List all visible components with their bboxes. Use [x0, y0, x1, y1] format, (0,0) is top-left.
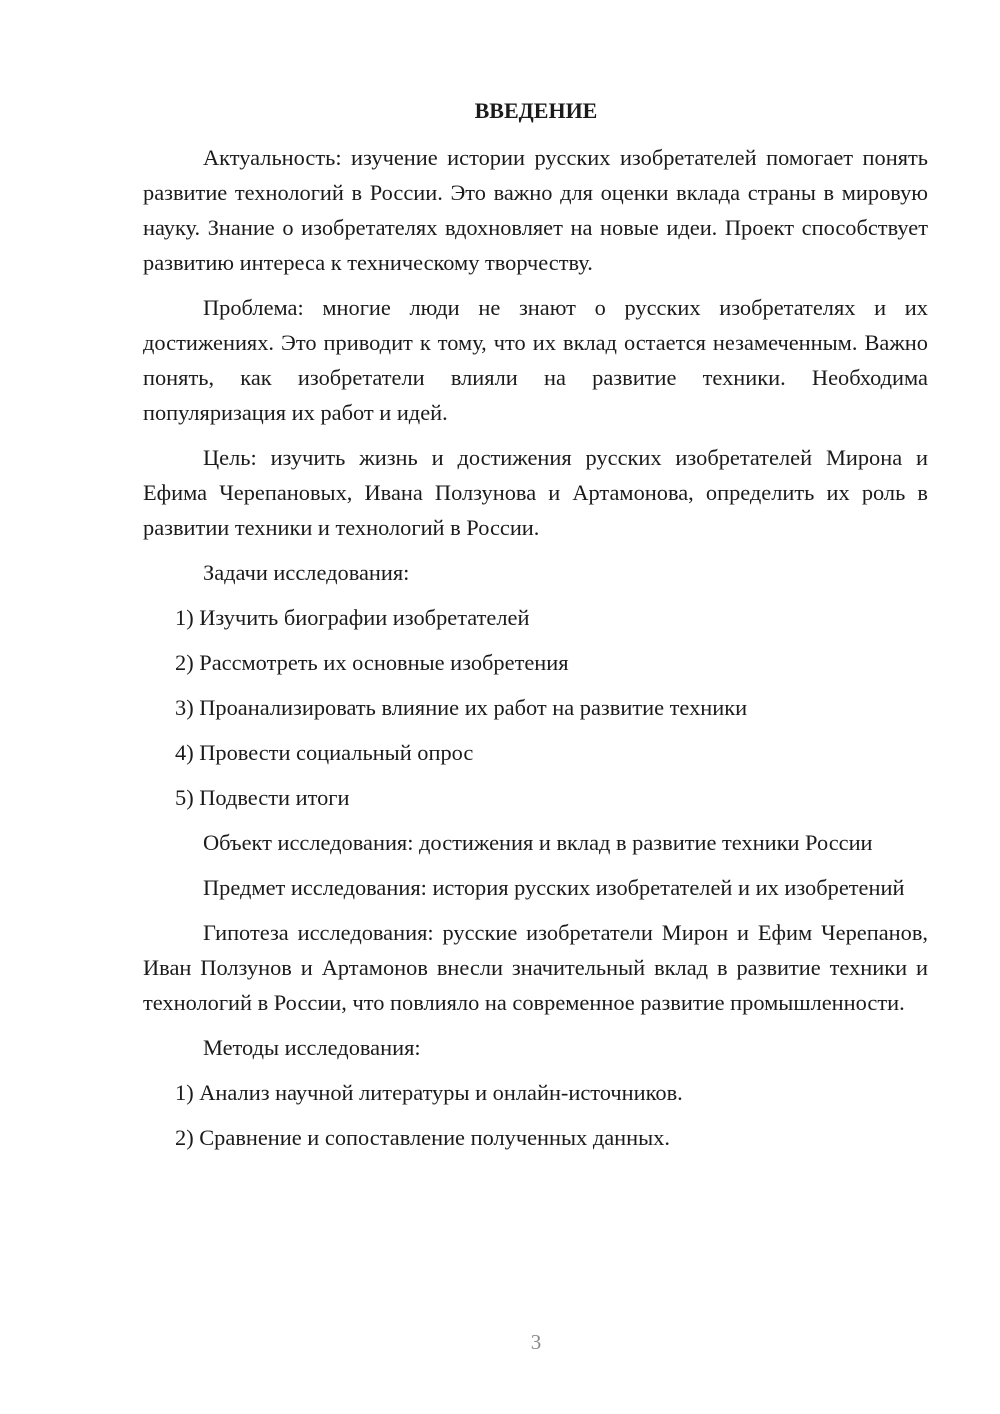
list-item: 1) Анализ научной литературы и онлайн-источников.	[175, 1080, 683, 1105]
subject-paragraph: Предмет исследования: история русских изобретателей и их изобретений	[203, 875, 905, 900]
list-item: 1) Изучить биографии изобретателей	[175, 605, 530, 630]
list-item: 2) Сравнение и сопоставление полученных данных.	[175, 1125, 670, 1150]
methods-heading: Методы исследования:	[203, 1035, 421, 1060]
list-item: 5) Подвести итоги	[175, 785, 350, 810]
page-number: 3	[530, 1330, 542, 1354]
page-title: ВВЕДЕНИЕ	[474, 98, 598, 123]
hypothesis-paragraph: Гипотеза исследования: русские изобретатели Мирон и Ефим Черепанов, Иван Ползунов и Артамонов внесли значительный вклад в развитие техники и технологий в России, что повлияло на современное развитие промышленности.	[143, 920, 928, 1015]
tasks-heading: Задачи исследования:	[203, 560, 410, 585]
methods-list	[143, 1075, 928, 1155]
object-paragraph: Объект исследования: достижения и вклад в развитие техники России	[203, 830, 873, 855]
goal-paragraph: Цель: изучить жизнь и достижения русских изобретателей Мирона и Ефима Черепановых, Ивана Ползунова и Артамонова, определить их роль в развитии техники и технологий в России.	[143, 445, 928, 540]
tasks-list	[143, 600, 928, 815]
relevance-paragraph: Актуальность: изучение истории русских изобретателей помогает понять развитие технологий в России. Это важно для оценки вклада страны в мировую науку. Знание о изобретателях вдохновляет на новые идеи. Проект способствует развитию интереса к техническому творчеству.	[143, 145, 928, 275]
problem-paragraph: Проблема: многие люди не знают о русских изобретателях и их достижениях. Это приводит к тому, что их вклад остается незамеченным. Важно понять, как изобретатели влияли на развитие техники. Необходима популяризация их работ и идей.	[143, 295, 928, 425]
list-item: 2) Рассмотреть их основные изобретения	[175, 650, 569, 675]
list-item: 4) Провести социальный опрос	[175, 740, 474, 765]
list-item: 3) Проанализировать влияние их работ на развитие техники	[175, 695, 748, 720]
document-body	[143, 140, 928, 1165]
